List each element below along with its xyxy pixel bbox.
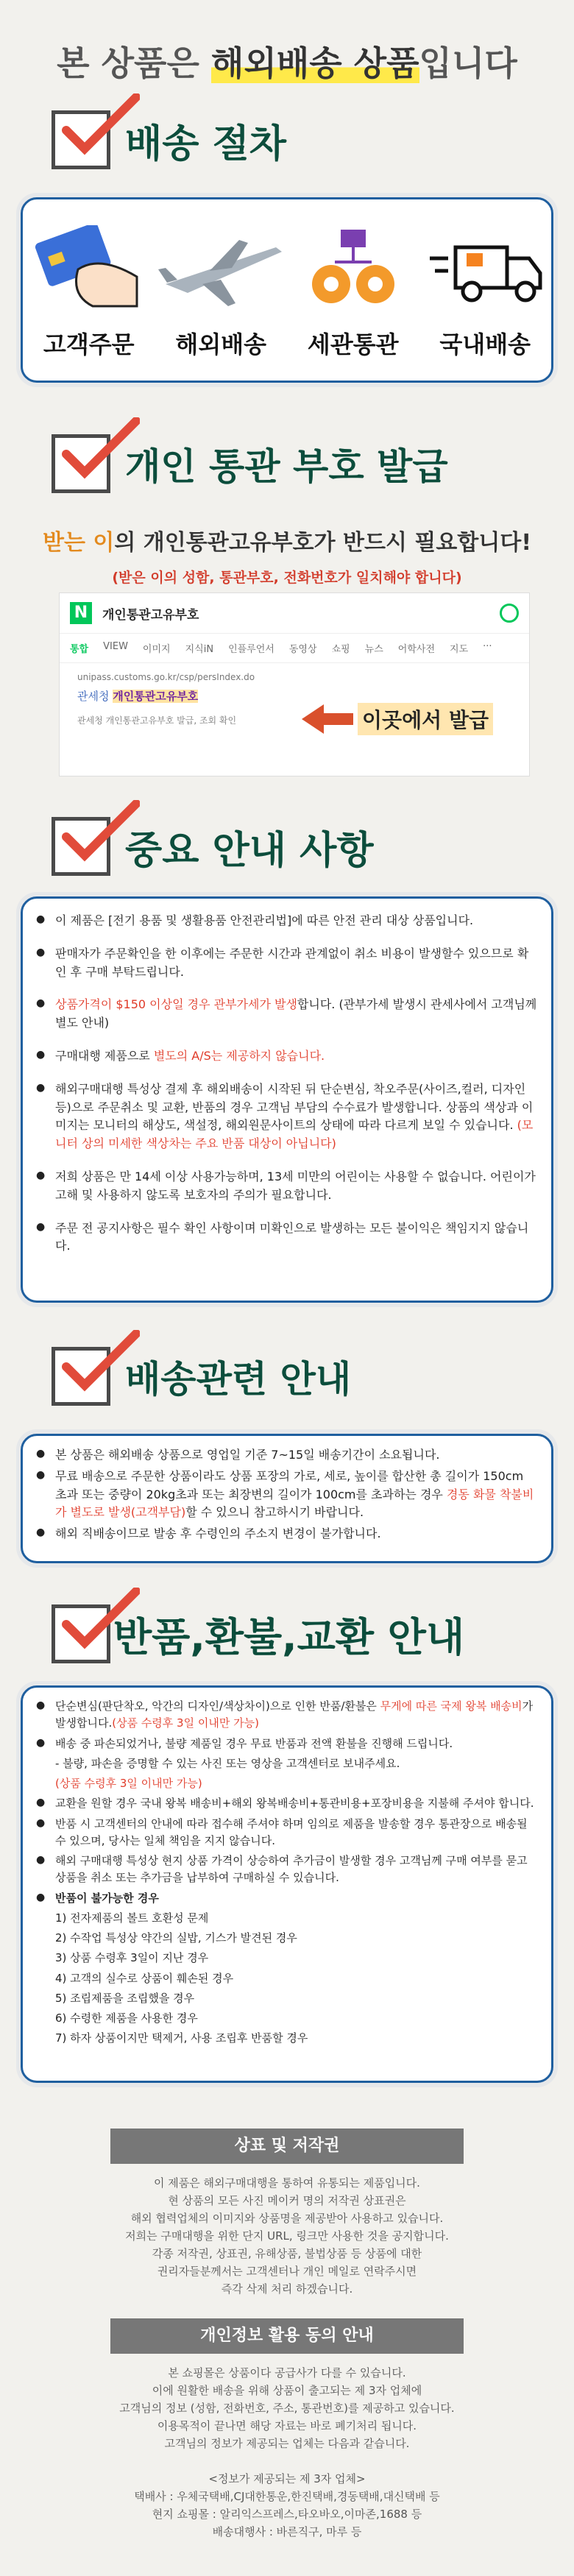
checkmark-icon xyxy=(52,817,110,876)
return-item xyxy=(36,1735,538,1752)
info-line: 택배사 : 우체국택배,CJ대한통운,한진택배,경동택배,대신택배 등 xyxy=(134,2490,440,2503)
return-item xyxy=(36,1890,538,1907)
notice-highlight: (모니터 상의 미세한 색상차는 주요 반품 대상이 아닙니다) xyxy=(55,1118,534,1151)
step-label: 고객주문 xyxy=(43,330,135,358)
step-label: 세관통관 xyxy=(307,330,399,358)
section-header-delivery xyxy=(52,110,286,169)
result-title: 관세청 개인통관고유부호 xyxy=(77,690,199,703)
return-text: - 불량, 파손을 증명할 수 있는 사진 또는 영상을 고객센터로 보내주세요. xyxy=(55,1756,400,1770)
return-text: 교환을 원할 경우 국내 왕복 배송비+해외 왕복배송비+통관비용+포장비용을 지불해 주셔야 합니다. xyxy=(55,1797,534,1811)
trademark-text xyxy=(44,2174,530,2298)
notice-panel xyxy=(21,896,553,1303)
notice-text: 저희 상품은 만 14세 이상 사용가능하며, 13세 미만의 어린이는 사용할 수 없습니다. 어린이가 고해 및 사용하지 않도록 보호자의 주의가 필요합니다. xyxy=(55,1169,536,1202)
notice-item xyxy=(36,1220,538,1256)
step-label: 국내배송 xyxy=(439,330,531,358)
return-text: 배송 중 파손되었거나, 불량 제품일 경우 무료 반품과 전액 환불을 진행해 드립니다. xyxy=(55,1736,453,1750)
no-return-case: 3) 상품 수령후 3일이 지난 경우 xyxy=(55,1951,209,1965)
return-note xyxy=(36,1755,538,1772)
no-return-case: 1) 전자제품의 볼트 호환성 문제 xyxy=(55,1911,209,1925)
notice-text: 주문 전 공지사항은 필수 확인 사항이며 미확인으로 발생하는 모든 불이익은 책임지지 않습니다. xyxy=(55,1220,529,1253)
shipping-item xyxy=(36,1525,538,1543)
notice-item xyxy=(36,1047,538,1066)
return-note xyxy=(36,1775,538,1792)
info-line: 이용목적이 끝나면 해당 자료는 바로 폐기처리 됩니다. xyxy=(157,2419,417,2432)
info-line: 권리자들분께서는 고객센터나 개인 메일로 연락주시면 xyxy=(157,2265,417,2278)
search-tab[interactable]: VIEW xyxy=(103,641,128,652)
privacy-text xyxy=(44,2364,530,2541)
return-highlight: 무게에 따른 국제 왕복 배송비 xyxy=(380,1699,522,1713)
info-line: 고객님의 정보 (성함, 전화번호, 주소, 통관번호)를 제공하고 있습니다. xyxy=(119,2402,455,2415)
notice-text: 구매대행 제품으로 xyxy=(55,1048,154,1063)
checkmark-icon xyxy=(52,110,110,169)
search-tabs xyxy=(60,634,529,663)
step-customs xyxy=(291,222,416,360)
notice-item xyxy=(36,996,538,1033)
info-line: 저희는 구매대행을 위한 단지 URL, 링크만 사용한 것을 공지합니다. xyxy=(125,2229,449,2243)
info-line: 배송대행사 : 바른직구, 마루 등 xyxy=(212,2525,362,2538)
section-header-customs xyxy=(52,434,448,493)
return-item xyxy=(36,1853,538,1887)
section-title: 중요 안내 사항 xyxy=(125,828,374,873)
search-tab[interactable]: 뉴스 xyxy=(364,644,383,655)
no-return-case: 7) 하자 상품이지만 택제거, 사용 조립후 반품할 경우 xyxy=(55,2031,308,2045)
info-line xyxy=(44,2452,530,2470)
truck-icon xyxy=(422,222,548,317)
info-line: 즉각 삭제 처리 하겠습니다. xyxy=(221,2282,353,2296)
notice-text: 판매자가 주문확인을 한 이후에는 주문한 시간과 관계없이 취소 비용이 발생할수 있으므로 확인 후 구매 부탁드립니다. xyxy=(55,946,529,979)
notice-item xyxy=(36,912,538,930)
return-text: 해외 구매대행 특성상 현지 상품 가격이 상승하여 추가금이 발생할 경우 고객님께 구매 여부를 묻고 상품을 취소 또는 추가금을 납부하여 구매하실 수 있습니다. xyxy=(55,1854,528,1885)
section-header-returns xyxy=(52,1604,464,1663)
step-order xyxy=(26,222,152,360)
privacy-title: 개인정보 활용 동의 안내 xyxy=(110,2318,464,2354)
section-title: 개인 통관 부호 발급 xyxy=(125,445,448,488)
notice-text: 합니다. (관부가세 발생시 관세사에서 고객님께 별도 안내) xyxy=(55,997,537,1030)
shipping-text: 해외 직배송이므로 발송 후 수령인의 주소지 변경이 불가합니다. xyxy=(55,1526,381,1541)
search-tab[interactable]: 동영상 xyxy=(288,644,317,655)
gears-icon xyxy=(291,222,416,317)
info-line: 현지 쇼핑몰 : 알리익스프레스,타오바오,이마존,1688 등 xyxy=(152,2508,422,2521)
checkmark-icon xyxy=(52,434,110,493)
search-tab[interactable]: 어학사전 xyxy=(397,644,436,655)
step-label: 해외배송 xyxy=(175,330,267,358)
section-title: 반품,환불,교환 안내 xyxy=(113,1613,465,1660)
notice-item xyxy=(36,1080,538,1153)
shipping-highlight: 경동 화물 착불비가 별도로 발생(고객부담) xyxy=(55,1487,534,1520)
notice-highlight: 상품가격이 $150 이상일 경우 관부가세가 발생 xyxy=(55,997,297,1012)
info-line: <정보가 제공되는 제 3자 업체> xyxy=(208,2472,366,2485)
search-tab[interactable]: 인플루언서 xyxy=(228,644,274,655)
shipping-panel xyxy=(21,1434,553,1563)
naver-search-screenshot xyxy=(59,592,530,776)
returns-panel xyxy=(21,1685,553,2083)
search-icon xyxy=(500,604,519,623)
issue-here-callout xyxy=(302,703,493,735)
search-query: 개인통관고유부호 xyxy=(102,607,199,623)
info-line: 해외 협력업체의 이미지와 상품명을 제공받아 사용하고 있습니다. xyxy=(130,2212,444,2225)
section-title: 배송 절차 xyxy=(125,121,287,166)
search-tab[interactable]: 통합 xyxy=(70,644,89,655)
shipping-text: 무료 배송으로 주문한 상품이라도 상품 포장의 가로, 세로, 높이를 합산한 총 길이가 150cm 초과 또는 중량이 20kg초과 또는 최장변의 길이가 100cm를 초과하는 경우 xyxy=(55,1468,524,1501)
naver-logo: N xyxy=(70,602,92,624)
search-tab[interactable]: 지도 xyxy=(450,644,469,655)
search-tab[interactable]: ··· xyxy=(483,641,492,652)
no-return-case: 2) 수작업 특성상 약간의 실밥, 기스가 발견된 경우 xyxy=(55,1931,297,1945)
card-order-icon xyxy=(26,222,152,317)
return-item xyxy=(36,1698,538,1733)
step-domestic xyxy=(422,222,548,360)
shipping-text: 본 상품은 해외배송 상품으로 영업일 기준 7~15일 배송기간이 소요됩니다. xyxy=(55,1448,440,1462)
no-return-case: 4) 고객의 실수로 상품이 훼손된 경우 xyxy=(55,1971,234,1985)
info-line: 이 제품은 해외구매대행을 통하여 유통되는 제품입니다. xyxy=(154,2176,420,2190)
section-title: 배송관련 안내 xyxy=(125,1358,352,1401)
section-header-notice xyxy=(52,817,374,876)
notice-item xyxy=(36,945,538,982)
notice-highlight: 별도의 A/S는 제공하지 않습니다. xyxy=(153,1048,325,1063)
shipping-item xyxy=(36,1446,538,1465)
checkmark-icon xyxy=(52,1604,110,1663)
return-item xyxy=(36,1816,538,1850)
hero-title: 본 상품은 해외배송 상품입니다 xyxy=(57,43,517,83)
result-description: 관세청 개인통관고유부호 발급, 조회 확인 xyxy=(77,715,237,726)
notice-text: 해외구매대행 특성상 결제 후 해외배송이 시작된 뒤 단순변심, 착오주문(사이즈,컬러, 디자인 등)으로 주문취소 및 교환, 반품의 경우 고객님 부담의 수수료가 발생합니다. 상품의 색상과 이미지는 모니터의 해상도, 색설정, 해외원문사이트의 상태에 따라 다르게 보일 수 있습니다. xyxy=(55,1081,534,1133)
return-text: 반품이 불가능한 경우 xyxy=(55,1891,159,1905)
return-text: 반품 시 고객센터의 안내에 따라 접수해 주셔야 하며 임의로 제품을 발송할 경우 통관장으로 배송될 수 있으며, 당사는 일체 책임을 지지 않습니다. xyxy=(55,1816,528,1847)
return-highlight: (상품 수령후 3일 이내만 가능) xyxy=(112,1716,259,1730)
customs-required-text: 받는 이의 개인통관고유부호가 반드시 필요합니다! xyxy=(42,530,532,556)
section-header-shipping xyxy=(52,1347,351,1406)
return-item xyxy=(36,1795,538,1812)
shipping-text: 할 수 있으니 참고하시기 바랍니다. xyxy=(185,1505,364,1520)
shipping-item xyxy=(36,1468,538,1522)
customs-required-subtext: (받은 이의 성함, 통관부호, 전화번호가 일치해야 합니다) xyxy=(112,570,462,586)
arrow-left-icon xyxy=(302,704,324,734)
info-line: 본 쇼핑몰은 상품이다 공급사가 다를 수 있습니다. xyxy=(168,2366,406,2379)
notice-text: 이 제품은 [전기 용품 및 생활용품 안전관리법]에 따른 안전 관리 대상 상품입니다. xyxy=(55,913,474,927)
result-url: unipass.customs.go.kr/csp/persIndex.do xyxy=(77,672,255,682)
info-line: 이에 원활한 배송을 위해 상품이 출고되는 제 3자 업체에 xyxy=(152,2384,422,2397)
search-tab[interactable]: 이미지 xyxy=(142,644,171,655)
search-tab[interactable]: 지식iN xyxy=(185,644,214,655)
info-line: 각종 저작권, 상표권, 유해상품, 불법상품 등 상품에 대한 xyxy=(152,2247,422,2260)
info-line: 고객님의 정보가 제공되는 업체는 다음과 같습니다. xyxy=(164,2437,410,2450)
issue-here-label: 이곳에서 발급 xyxy=(358,703,493,735)
search-tab[interactable]: 쇼핑 xyxy=(331,644,350,655)
notice-item xyxy=(36,1168,538,1205)
delivery-steps-panel xyxy=(21,197,553,383)
airplane-icon xyxy=(158,222,283,317)
info-line: 현 상품의 모든 사진 메이커 명의 저작권 상표권은 xyxy=(168,2194,406,2207)
no-return-case: 6) 수령한 제품을 사용한 경우 xyxy=(55,2011,198,2025)
trademark-title: 상표 및 저작권 xyxy=(110,2129,464,2164)
return-highlight: (상품 수령후 3일 이내만 가능) xyxy=(55,1777,202,1790)
step-overseas xyxy=(158,222,283,360)
no-return-case: 5) 조립제품을 조립했을 경우 xyxy=(55,1991,195,2005)
return-text: 가 발생합니다. xyxy=(55,1699,534,1730)
checkmark-icon xyxy=(52,1347,110,1406)
return-text: 단순변심(판단착오, 악간의 디자인/색상차이)으로 인한 반품/환불은 xyxy=(55,1699,380,1713)
